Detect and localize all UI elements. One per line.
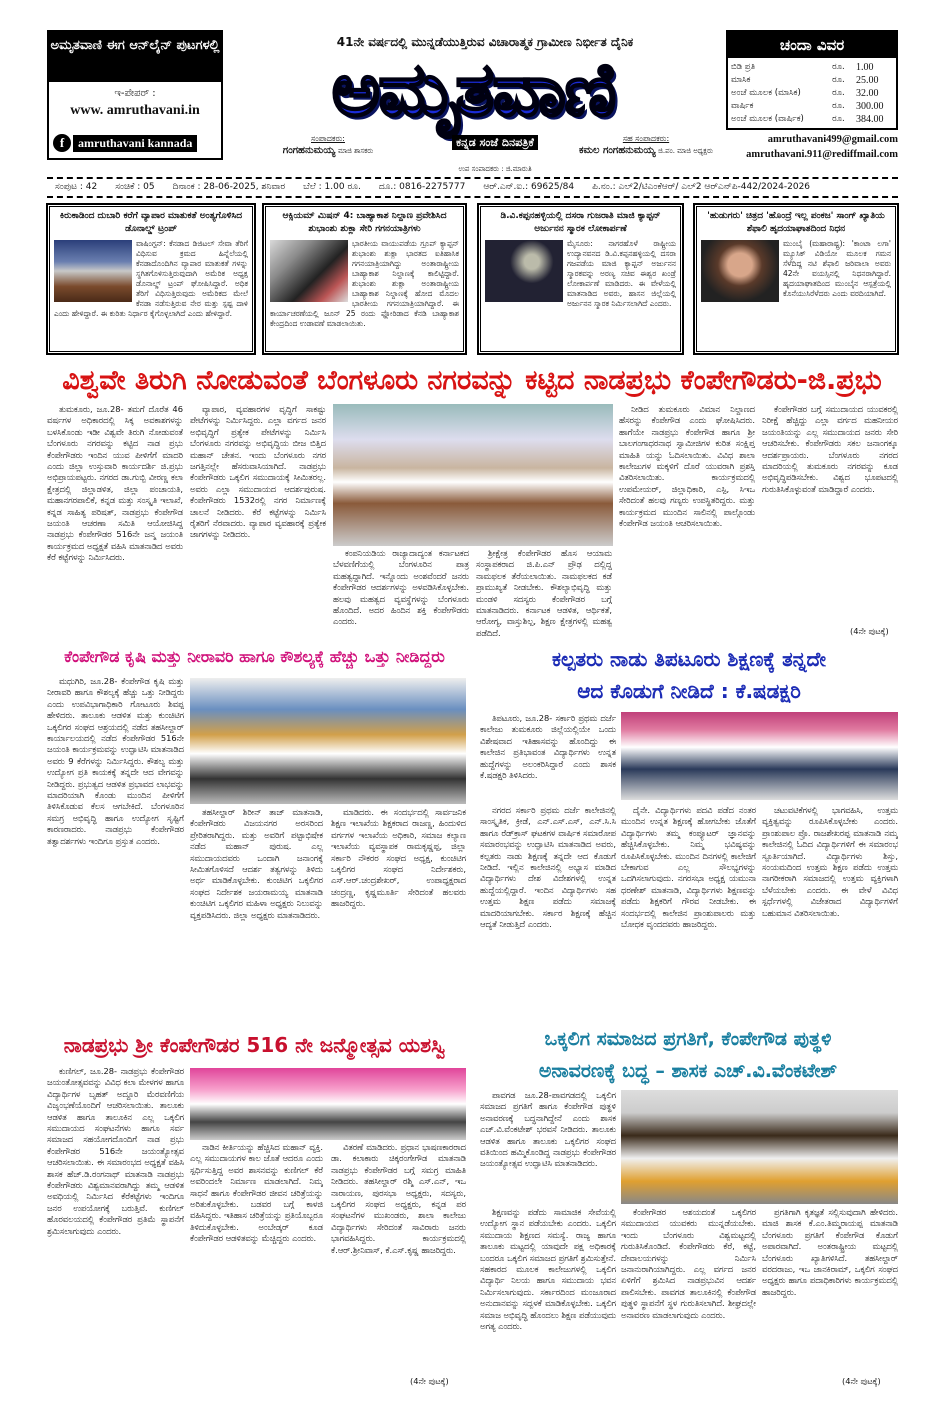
rate-label: ಅಂಚೆ ಮೂಲಕ (ವಾರ್ಷಿಕ) [731,114,804,124]
lead-column: ವ್ಯಾಪಾರ, ವ್ಯವಹಾರಗಳ ವೃದ್ಧಿಗೆ ಸಾಕಷ್ಟು ಪೇಟೆಗಳನ್ನು ನಿರ್ಮಿಸಿದ್ದರು. ಎಲ್ಲಾ ವರ್ಗದ ಜನರ ಅಭಿವೃದ್ಧಿಗೆ ಪ್ರತ್ಯೇಕ ಪೇಟೆಗಳನ್ನು ನಿರ್ಮಿಸಿ ಬೆಂಗಳೂರು ನಗರವನ್ನು ಅಭಿವೃದ್ಧಿಯ ಬೀಜ ಬಿತ್ತಿದ ಮಹಾನ್ ಚೇತನ. ಇಂದು ಬೆಂಗಳೂರು ನಗರ ಜಗತ್ತಿನಲ್ಲೇ ಹೆಸರುವಾಸಿಯಾಗಿದೆ. ನಾಡಪ್ರಭು ಕೆಂಪೇಗೌಡರು ಒಕ್ಕಲಿಗ ಸಮುದಾಯಕ್ಕೆ ಸೀಮಿತರಲ್ಲ. ಅವರು ಎಲ್ಲಾ ಸಮುದಾಯದ ಆದರ್ಶಪುರುಷ. ಕೆಂಪೇಗೌಡರು 1532ರಲ್ಲಿ ನಗರ ನಿರ್ಮಾಣಕ್ಕೆ ಚಾಲನೆ ನೀಡಿದರು. ಕೆರೆ ಕಟ್ಟೆಗಳನ್ನು ನಿರ್ಮಿಸಿ ರೈತರಿಗೆ ನೆರವಾದರು. ವ್ಯಾಪಾರ ವ್ಯವಹಾರಕ್ಕೆ ಪ್ರತ್ಯೇಕ ಜಾಗಗಳನ್ನು ನೀಡಿದರು. [190,404,326,540]
epaper-label: ಇ-ಪೇಪರ್ : [114,88,156,99]
top-story-text: ಮುಂಬೈ (ಮಹಾರಾಷ್ಟ್ರ): 'ಕಾಂಟಾ ಲಗಾ' ಮ್ಯೂಸಿಕ್ ವಿಡಿಯೋ ಮೂಲಕ ಗಮನ ಸೆಳೆದಿದ್ದ ನಟಿ ಶೆಫಾಲಿ ಜರಿವಾಲಾ ಅವರು 42ನೇ ವಯಸ್ಸಿನಲ್ಲಿ ನಿಧನರಾಗಿದ್ದಾರೆ. ಹೃದಯಾಘಾತದಿಂದ ಮುಂಬೈನ ಆಸ್ಪತ್ರೆಯಲ್ಲಿ ಕೊನೆಯುಸಿರೆಳೆದರು ಎಂದು ವರದಿಯಾಗಿದೆ. [783,239,891,298]
lead-column: ನೀಡಿದ ತುಮಕೂರು ವಿಮಾನ ನಿಲ್ದಾಣದ ಹೆಸರನ್ನು ಕೆಂಪೇಗೌಡ ಎಂದು ಘೋಷಿಸಿದರು. ಹಾಗೆಯೇ ನಾಡಪ್ರಭು ಕೆಂಪೇಗೌಡ ಹಾಗೂ ಶ್ರೀ ಬಾಲಗಂಗಾಧರನಾಥ ಸ್ವಾಮೀಜಿಗಳ ಕುರಿತ ಸಂಕ್ಷಿಪ್ತ ಮಾಹಿತಿ ಯನ್ನು ಓದಿಸಲಾಯಿತು. ವಿವಿಧ ಶಾಲಾ ಕಾಲೇಜುಗಳ ಮಕ್ಕಳಿಗೆ ದೊರೆ ಯುವರಾಗಿ ಪ್ರಶಸ್ತಿ ವಿತರಿಸಲಾಯಿತು. ಕಾರ್ಯಕ್ರಮದಲ್ಲಿ ಉಪಮೇಯರ್, ಜಿಲ್ಲಾಧಿಕಾರಿ, ಎಸ್ಪಿ, ಸಿಇಒ ಸೇರಿದಂತೆ ಹಲವು ಗಣ್ಯರು ಉಪಸ್ಥಿತರಿದ್ದರು. ಮತ್ತು ಕಾರ್ಯಕ್ರಮದ ಮುಂದಿನ ಸಾಲಿನಲ್ಲಿ ಪಾಲ್ಗೊಂಡು ಕೆಂಪೇಗೌಡ ಜಯಂತಿ ಆಚರಿಸಲಾಯಿತು. [619,404,755,529]
subscription-row [728,113,896,126]
lead-column: ಶ್ರೀಕ್ಷೇತ್ರ ಕೆಂಪೇಗೌಡರ ಹೊಸ ಆಯಾಮ ಸಂಸ್ಥಾಪಕರಾದ ಜಿ.ಪಿ.ಎನ್ ಪ್ರೌಢ ದಲ್ಲಿದ್ದ ನಾಮಫಲಕ ತೆರೆಯಲಾಯಿತು. ನಾಮಫಲಕದ ಕಡೆ ಪ್ರಾಮುಖ್ಯತೆ ನೀಡಬೇಕು. ಕೌಶಲ್ಯಾಭಿವೃದ್ಧಿ ಮತ್ತು ಮಂಡಳಿ ಸದಸ್ಯರು ಕೆಂಪೇಗೌಡರ ಬಗ್ಗೆ ಮಾತನಾಡಿದರು. ಕರ್ನಾಟಕ ಆಡಳಿತ, ಆರ್ಥಿಕತೆ, ಆರೋಗ್ಯ, ವಾಸ್ತುಶಿಲ್ಪ, ಶಿಕ್ಷಣ ಕ್ಷೇತ್ರಗಳಲ್ಲಿ ಮಹತ್ವ ಪಡೆದಿದೆ. [476,548,612,638]
facebook-handle: amruthavani kannada [73,135,197,152]
issue-info-bar [55,181,898,193]
email-1[interactable]: amruthavani499@gmail.com [767,134,898,145]
top-story-photo [54,240,132,302]
rate-currency: ರೂ. [832,88,845,98]
editor-label: ಸಂಪಾದಕರು: [311,134,345,143]
story4-column: ವಿತರಣೆ ಮಾಡಿದರು. ಪ್ರಧಾನ ಭಾಷಣಕಾರರಾದ ಡಾ. ಕಲಾಕಾರು ಚಿಕ್ಕರಂಗೇಗೌಡ ಮಾತನಾಡಿ ನಾಡಪ್ರಭು ಕೆಂಪೇಗೌಡರ ಬಗ್ಗೆ ಸಮಗ್ರ ಮಾಹಿತಿ ನೀಡಿದರು. ತಹಸೀಲ್ದಾರ್ ರಶ್ಮಿ ಎಸ್.ಎನ್, ಇಒ ನಾರಾಯಣ, ಪುರಸಭಾ ಅಧ್ಯಕ್ಷರು, ಸದಸ್ಯರು, ಒಕ್ಕಲಿಗರ ಸಂಘದ ಅಧ್ಯಕ್ಷರು, ಕನ್ನಡ ಪರ ಸಂಘಟನೆಗಳ ಮುಖಂಡರು, ಶಾಲಾ ಕಾಲೇಜು ವಿದ್ಯಾರ್ಥಿಗಳು ಸೇರಿದಂತೆ ಸಾವಿರಾರು ಜನರು ಭಾಗವಹಿಸಿದ್ದರು. ಕಾರ್ಯಕ್ರಮದಲ್ಲಿ ಕೆ.ಆರ್.ಶ್ರೀನಿವಾಸ್, ಕೆ.ಎಸ್.ಕೃಷ್ಣ ಹಾಜರಿದ್ದರು. [331,1142,466,1255]
lead-photo [333,404,613,546]
rate-amount: 1.00 [856,62,874,73]
top-story-text: ಭಾರತೀಯ ವಾಯುಪಡೆಯ ಗ್ರೂಪ್ ಕ್ಯಾಪ್ಟನ್ ಶುಭಾಂಶು ಶುಕ್ಲಾ ಭಾರತದ ಐತಿಹಾಸಿಕ ಗಗನಯಾತ್ರಿಯಾಗಿದ್ದು ಅಂತಾರಾಷ್ಟ್ರೀಯ ಬಾಹ್ಯಾಕಾಶ ನಿಲ್ದಾಣಕ್ಕೆ ಕಾಲಿಟ್ಟಿದ್ದಾರೆ. ಶುಭಾಂಶು ಶುಕ್ಲಾ ಅಂತಾರಾಷ್ಟ್ರೀಯ ಬಾಹ್ಯಾಕಾಶ ನಿಲ್ದಾಣಕ್ಕೆ ಹೋದ ಮೊದಲ ಭಾರತೀಯ ಗಗನಯಾತ್ರಿಯಾಗಿದ್ದಾರೆ. ಈ ಕಾರ್ಯಾಚರಣೆಯಲ್ಲಿ ಜೂನ್ 25 ರಂದು ಫ್ಲೋರಿಡಾದ ಕೆನಡಿ ಬಾಹ್ಯಾಕಾಶ ಕೇಂದ್ರದಿಂದ ಉಡಾವಣೆ ಮಾಡಲಾಯಿತು. [270,239,459,328]
rate-currency: ರೂ. [832,75,845,85]
divider [47,196,898,198]
subscription-box [726,30,898,130]
top-story-photo [701,240,779,302]
continued-note: (4ನೇ ಪುಟಕ್ಕೆ) [842,1376,881,1386]
story2-column: ತಹಸೀಲ್ದಾರ್ ಶಿರೀನ್ ತಾಜ್ ಮಾತನಾಡಿ, ಕೆಂಪೇಗೌಡರು ವಿಜಯನಗರ ಅರಸರಿಂದ ಪ್ರೇರಿತರಾಗಿದ್ದರು. ಮತ್ತು ಅವರಿಗೆ ಪಟ್ಟಾಭಿಷೇಕ ನಡೆದ ಮಹಾನ್ ಪುರುಷ. ಎಲ್ಲ ಸಮುದಾಯದವರು ಒಂದಾಗಿ ಜನಾಂಗಕ್ಕೆ ಸೀಮಿತಗೊಳಿಸದೆ ಆದರ್ಶ ತತ್ವಗಳನ್ನು ತಿಳಿದು ಅರ್ಥ ಮಾಡಿಕೊಳ್ಳಬೇಕು. ಕುಂಚಿಟಿಗ ಒಕ್ಕಲಿಗರ ಸಂಘದ ನಿರ್ದೇಶಕ ಜಯರಾಮಯ್ಯ ಮಾತನಾಡಿ ಕುಂಚಿಟಿಗ ಒಕ್ಕಲಿಗರ ಮಹಿಳಾ ಅಧ್ಯಕ್ಷರು ನಿಲುವನ್ನು ವ್ಯಕ್ತಪಡಿಸಿದರು. ಜಿಲ್ಲಾ ಅಧ್ಯಕ್ಷರು ಮಾತನಾಡಿದರು. [190,807,323,920]
paper-subtitle-wrap [424,134,566,150]
continued-note: (4ನೇ ಪುಟಕ್ಕೆ) [410,1376,449,1386]
lead-column: ಕಂಪನಿಯಡಿಯ ರಾಜ್ಯಾದಾದ್ಯಂತ ಕರ್ನಾಟಕದ ಬೆಳವಣಿಗೆಯಲ್ಲಿ ಬೆಂಗಳೂರಿನ ಪಾತ್ರ ಮಹತ್ವದ್ದಾಗಿದೆ. ಇನ್ನೊಂದು ಅಂಶವೆಂದರೆ ಜನರು ಕೆಂಪೇಗೌಡರ ಆದರ್ಶಗಳನ್ನು ಅಳವಡಿಸಿಕೊಳ್ಳಬೇಕು. ಹಲವು ಮಹತ್ವದ ವ್ಯವಸ್ಥೆಗಳನ್ನು ಬೆಂಗಳೂರು ಹೊಂದಿದೆ. ಅದರ ಹಿಂದಿನ ಶಕ್ತಿ ಕೆಂಪೇಗೌಡರು ಎಂದರು. [333,548,469,627]
story5-column: ಪ್ರಗತಿಗಾಗಿ ಕೃತಜ್ಞತೆ ಸಲ್ಲಿಸುವುದಾಗಿ ಹೇಳಿದರು. ಮಾಜಿ ಶಾಸಕ ಕೆ.ಎಂ.ತಿಮ್ಮರಾಯಪ್ಪ ಮಾತನಾಡಿ ಬೆಂಗಳೂರು ಪ್ರಗತಿಗೆ ಕೆಂಪೇಗೌಡ ಕೊಡುಗೆ ಅಪಾರವಾಗಿದೆ. ಅಂತರಾಷ್ಟ್ರೀಯ ಮಟ್ಟದಲ್ಲಿ ಬೆಂಗಳೂರು ಖ್ಯಾತಿಗಳಿಸಿದೆ. ತಹಸೀಲ್ದಾರ್ ವರದರಾಜು, ಇಒ ಜಾನಕಿರಾಮ್, ಒಕ್ಕಲಿಗ ಸಂಘದ ಅಧ್ಯಕ್ಷರು ಹಾಗೂ ಪದಾಧಿಕಾರಿಗಳು ಕಾರ್ಯಕ್ರಮದಲ್ಲಿ ಹಾಜರಿದ್ದರು. [762,1207,898,1297]
rate-label: ವಾರ್ಷಿಕ [731,101,754,111]
rate-amount: 300.00 [856,101,884,112]
top-story-box[interactable] [47,204,255,354]
story5-photo [621,1090,898,1204]
issue-number: ಸಂಚಿಕೆ : 05 [115,182,155,192]
top-story-box[interactable] [694,204,898,354]
facebook-icon: f [53,134,71,152]
masthead-logo: ಅಮೃತವಾಣಿ [331,47,615,133]
top-story-photo [485,240,563,302]
story3-headline-line2: ಆದ ಕೊಡುಗೆ ನೀಡಿದೆ : ಕೆ.ಷಡಕ್ಷರಿ [577,679,801,703]
top-story-box[interactable] [263,204,466,354]
continued-note: (4ನೇ ಪುಟಕ್ಕೆ) [850,626,889,636]
story2-photo [190,678,466,804]
deputy-editor: ಉಪ ಸಂಪಾದಕರು : ಜಿ.ಮಾರುತಿ [458,165,532,173]
story5-headline-line1: ಒಕ್ಕಲಿಗ ಸಮಾಜದ ಪ್ರಗತಿಗೆ, ಕೆಂಪೇಗೌಡ ಪುತ್ಥಳಿ [544,1028,832,1050]
editor-credit [236,133,420,157]
subscription-row [728,74,896,87]
top-story-title: ಕಿರುಕಾಡಿಂದ ದುಬಾರಿ ಕರೆಗೆ ವ್ಯಾಪಾರ ಮಾತುಕತೆ ಅಂತ್ಯಗೊಳಿಸಿದ ಡೊನಾಲ್ಡ್ ಟ್ರಂಪ್ [59,211,243,234]
top-story-text: ಮೈಸೂರು: ನಾಗರಹೊಳೆ ರಾಷ್ಟ್ರೀಯ ಉದ್ಯಾನವನದ ಡಿ.ವಿ.ಕಪ್ಪನಹಳ್ಳಿಯಲ್ಲಿ ದಸರಾ ಗಜಪಡೆಯ ಮಾಜಿ ಕ್ಯಾಪ್ಟನ್ ಅರ್ಜುನನ ಸ್ಮಾರಕವನ್ನು ಅರಣ್ಯ ಸಚಿವ ಈಶ್ವರ ಖಂಡ್ರೆ ಲೋಕಾರ್ಪಣೆ ಮಾಡಿದರು. ಈ ವೇಳೆಯಲ್ಲಿ ಮಾತನಾಡಿದ ಅವರು, ಹಾಸನ ಜಿಲ್ಲೆಯಲ್ಲಿ ಅರ್ಜುನನ ಸ್ಮಾರಕ ನಿರ್ಮಿಸಲಾಗಿದೆ ಎಂದರು. [567,239,676,308]
story2-column: ಮಾಡಿದರು. ಈ ಸಂದರ್ಭದಲ್ಲಿ ಸಾರ್ವಜನಿಕ ಶಿಕ್ಷಣ ಇಲಾಖೆಯ ಶಿಕ್ಷಕರಾದ ರಾಜಣ್ಣ, ಹಿಂದುಳಿದ ವರ್ಗಗಳ ಇಲಾಖೆಯ ಅಧಿಕಾರಿ, ಸಮಾಜ ಕಲ್ಯಾಣ ಇಲಾಖೆಯ ವ್ಯವಸ್ಥಾಪಕ ರಾಮಕೃಷ್ಣಪ್ಪ, ಜಿಲ್ಲಾ ಸರ್ಕಾರಿ ನೌಕರರ ಸಂಘದ ಅಧ್ಯಕ್ಷ, ಕುಂಚಿಟಿಗ ಒಕ್ಕಲಿಗರ ಸಂಘದ ನಿರ್ದೇಶಕರು, ಎಸ್.ಆರ್.ಚಂದ್ರಶೇಖರ್, ಉಪಾಧ್ಯಕ್ಷರಾದ ಚಂದ್ರಣ್ಣ, ಕೃಷ್ಣಮೂರ್ತಿ ಸೇರಿದಂತೆ ಹಲವರು ಹಾಜರಿದ್ದರು. [331,807,466,909]
price: ಬೆಲೆ : 1.00 ರೂ. [303,182,361,192]
story5-headline-line2: ಅನಾವರಣಕ್ಕೆ ಬದ್ಧ – ಶಾಸಕ ಎಚ್.ವಿ.ವೆಂಕಟೇಶ್ [538,1060,838,1082]
rate-label: ಬಿಡಿ ಪ್ರತಿ [731,62,756,72]
co-editor-note: ಜಿ.ಪಂ. ಮಾಜಿ ಅಧ್ಯಕ್ಷರು [658,147,714,155]
story3-photo [621,712,898,800]
online-edition-title: ಅಮೃತವಾಣಿ ಈಗ ಆನ್‌ಲೈನ್ ಪುಟಗಳಲ್ಲಿ [49,32,221,82]
story3-column: ಚಟುವಟಿಕೆಗಳಲ್ಲಿ ಭಾಗವಹಿಸಿ, ಉತ್ತಮ ವ್ಯಕ್ತಿತ್ವವನ್ನು ರೂಪಿಸಿಕೊಳ್ಳಬೇಕು ಎಂದರು. ಪ್ರಾಂಶುಪಾಲ ಪ್ರೊ. ರಾಜಶೇಖರಪ್ಪ ಮಾತನಾಡಿ ನಮ್ಮ ಕಾಲೇಜಿನಲ್ಲಿ ಓದಿದ ವಿದ್ಯಾರ್ಥಿಗಳಿಗೆ ಈ ಸಮಾರಂಭ ಸ್ಪೂರ್ತಿಯಾಗಿದೆ. ವಿದ್ಯಾರ್ಥಿಗಳು ಶಿಸ್ತು, ಸಂಯಮದಿಂದ ಉತ್ತಮ ಶಿಕ್ಷಣ ಪಡೆದು ಉತ್ತಮ ನಾಗರೀಕರಾಗಿ ಸಮಾಜದಲ್ಲಿ ಉತ್ತಮ ವ್ಯಕ್ತಿಗಳಾಗಿ ಬೆಳೆಯಬೇಕು ಎಂದರು. ಈ ವೇಳೆ ವಿವಿಧ ಸ್ಪರ್ಧೆಗಳಲ್ಲಿ ವಿಜೇತರಾದ ವಿದ್ಯಾರ್ಥಿಗಳಿಗೆ ಬಹುಮಾನ ವಿತರಿಸಲಾಯಿತು. [762,805,898,918]
top-story-photo [270,240,348,302]
story4-column: ನಾಡಿನ ಕೀರ್ತಿಯನ್ನು ಹೆಚ್ಚಿಸಿದ ಮಹಾನ್ ವ್ಯಕ್ತಿ. ಎಲ್ಲ ಸಮುದಾಯಗಳ ಕಾಲ ಜೊತೆ ಆದರೂ ಎಂದು ಸ್ಪರ್ಧಿಸುತ್ತಿದ್ದ ಅವರ ಶಾಸನವನ್ನು ಕುಣಿಗಲ್ ಕೆರೆ ಅವರಿಂದಲೇ ನಿರ್ಮಾಣ ಮಾಡಲಾಗಿದೆ. ನಿಮ್ಮ ಸಾಧನೆ ಹಾಗೂ ಕೆಂಪೇಗೌಡರ ಜೀವನ ಚರಿತ್ರೆಯನ್ನು ಅರಿತುಕೊಳ್ಳಬೇಕು. ಬಡವರ ಬಗ್ಗೆ ಕಾಳಜಿ ವಹಿಸಿದ್ದರು. ಇತಿಹಾಸ ಚರಿತ್ರೆಯನ್ನು ಪ್ರತಿಯೊಬ್ಬರೂ ತಿಳಿದುಕೊಳ್ಳಬೇಕು. ಅಂಬೇಡ್ಕರ್ ಕೂಡ ಕೆಂಪೇಗೌಡರ ಆಡಳಿತವನ್ನು ಮೆಚ್ಚಿದ್ದರು ಎಂದರು. [190,1142,323,1244]
co-editor-name: ಕಮಲ ಗಂಗಹನುಮಯ್ಯ [578,145,656,156]
top-story-text: ವಾಷಿಂಗ್ಟನ್: ಕೆನಡಾದ ಡಿಜಿಟಲ್ ಸೇವಾ ತೆರಿಗೆ ವಿಧಿಸುವ ಕ್ರಮದ ಹಿನ್ನೆಲೆಯಲ್ಲಿ ಕೆನಡಾದೊಂದಿಗಿನ ವ್ಯಾಪಾರ ಮಾತುಕತೆ ಗಳನ್ನು ಸ್ಥಗಿತಗೊಳಿಸುತ್ತಿರುವುದಾಗಿ ಅಮೆರಿಕ ಅಧ್ಯಕ್ಷ ಡೊನಾಲ್ಡ್ ಟ್ರಂಪ್ ಘೋಷಿಸಿದ್ದಾರೆ. ಅಧಿಕ ತೆರಿಗೆ ವಿಧಿಸುತ್ತಿರುವುದು ಅಮೆರಿಕದ ಮೇಲೆ ಕೆನಡಾ ನಡೆಸುತ್ತಿರುವ ನೇರ ಮತ್ತು ಸ್ಪಷ್ಟ ದಾಳಿ ಎಂದು ಹೇಳಿದ್ದಾರೆ. ಈ ಕುರಿತು ನಿರ್ಧಾರ ಕೈಗೊಳ್ಳಲಾಗಿದೆ ಎಂದು ಹೇಳಿದ್ದಾರೆ. [54,239,248,318]
rate-label: ಮಾಸಿಕ [731,75,751,85]
rate-amount: 25.00 [856,75,879,86]
subscription-row [728,87,896,100]
top-story-title: ಆಕ್ಸಿಯಮ್ ಮಿಷನ್ 4: ಬಾಹ್ಯಾಕಾಶ ನಿಲ್ದಾಣ ಪ್ರವೇಶಿಸಿದ ಶುಭಾಂಶು ಶುಕ್ಲಾ ಸೇರಿ ಗಗನಯಾತ್ರಿಗಳು [282,211,447,234]
story4-photo [190,1068,466,1140]
story4-headline: ನಾಡಪ್ರಭು ಶ್ರೀ ಕೆಂಪೇಗೌಡರ 516 ನೇ ಜನ್ಮೋತ್ಸವ ಯಶಸ್ವಿ [63,1033,446,1057]
top-story-box[interactable] [478,204,683,354]
co-editor-label: ಸಹ ಸಂಪಾದಕರು: [622,134,670,143]
email-2[interactable]: amruthavani.911@rediffmail.com [746,149,898,160]
tagline: 41ನೇ ವರ್ಷದಲ್ಲಿ ಮುನ್ನಡೆಯುತ್ತಿರುವ ವಿಚಾರಾತ್ಮಕ ಗ್ರಾಮೀಣ ನಿರ್ಭೀತ ದೈನಿಕ [336,35,634,49]
story3-column: ತಿಪಟೂರು, ಜೂ.28- ಸರ್ಕಾರಿ ಪ್ರಥಮ ದರ್ಜೆ ಕಾಲೇಜು ತುಮಕೂರು ಜಿಲ್ಲೆಯಲ್ಲಿಯೇ ಒಂದು ವಿಶೇಷವಾದ ಇತಿಹಾಸವನ್ನು ಹೊಂದಿದ್ದು ಈ ಕಾಲೇಜಿನ ಪ್ರತಿಭಾವಂತ ವಿದ್ಯಾರ್ಥಿಗಳು ಉನ್ನತ ಹುದ್ದೆಗಳನ್ನು ಅಲಂಕರಿಸಿದ್ದಾರೆ ಎಂದು ಶಾಸಕ ಕೆ.ಷಡಕ್ಷರಿ ತಿಳಿಸಿದರು. [480,713,616,781]
story2-column: ಮಧುಗಿರಿ, ಜೂ.28- ಕೆಂಪೇಗೌಡ ಕೃಷಿ ಮತ್ತು ನೀರಾವರಿ ಹಾಗೂ ಕೌಶಲ್ಯಕ್ಕೆ ಹೆಚ್ಚು ಒತ್ತು ನೀಡಿದ್ದರು ಎಂದು ಉಪವಿಭಾಗಾಧಿಕಾರಿ ಗೋಟೂರು ಶಿವಪ್ಪ ಹೇಳಿದರು. ತಾಲೂಕು ಆಡಳಿತ ಮತ್ತು ಕುಂಚಿಟಿಗ ಒಕ್ಕಲಿಗರ ಸಂಘದ ಆಶ್ರಯದಲ್ಲಿ ನಡೆದ ತಹಸೀಲ್ದಾರ್ ಕಾರ್ಯಾಲಯದಲ್ಲಿ ನಡೆದ ಕೆಂಪೇಗೌಡರ 516ನೇ ಜಯಂತಿ ಕಾರ್ಯಕ್ರಮವನ್ನು ಉದ್ಘಾಟಿಸಿ ಮಾತನಾಡಿದ ಅವರು 9 ಕೆರೆಗಳನ್ನು ನಿರ್ಮಿಸಿದ್ದರು. ಕೌಶಲ್ಯ ಮತ್ತು ಉದ್ಯೋಗ ಪ್ರತಿ ಕಾಯಕಕ್ಕೆ ತನ್ನದೇ ಆದ ವೇಗವನ್ನು ನೀಡಿದ್ದರು. ಪ್ರಭುತ್ವದ ಆಡಳಿತ ಪ್ರಭಾವದ ಲಾಭವನ್ನು ಮಾದರಿಯಾಗಿ ಕೊಂಡು ಮುಂದಿನ ಪೀಳಿಗೆಗೆ ತಿಳಿಸಿಕೊಡುವ ಕೆಲಸ ಆಗಬೇಕಿದೆ. ಬೆಂಗಳೂರಿನ ಸಮಗ್ರ ಅಭಿವೃದ್ಧಿ ಹಾಗೂ ಉದ್ಯೋಗ ಸೃಷ್ಟಿಗೆ ಕಾರಣರಾದರು. ನಾಡಪ್ರಭು ಕೆಂಪೇಗೌಡರ ತತ್ವಾದರ್ಶಗಳು ಇಂದಿಗೂ ಪ್ರಸ್ತುತ ಎಂದರು. [47,676,184,846]
facebook-link[interactable] [53,134,197,152]
story5-column: ಶಿಕ್ಷಣವನ್ನು ಪಡೆದು ಸಾಮಾಜಿಕ ಸೇವೆಯಲ್ಲಿ ಉದ್ಯೋಗ ಸ್ಥಾನ ಪಡೆಯಬೇಕು ಎಂದರು. ಒಕ್ಕಲಿಗ ಸಮುದಾಯ ಶಿಕ್ಷಣದ ಸಮಸ್ಯೆ. ರಾಜ್ಯ ಹಾಗೂ ತಾಲೂಕು ಮಟ್ಟದಲ್ಲಿ ಯಾವುದೇ ಪಕ್ಷ ಅಧಿಕಾರಕ್ಕೆ ಬಂದರೂ ಒಕ್ಕಲಿಗ ಸಮಾಜದ ಪ್ರಗತಿಗೆ ಶ್ರಮಿಸುತ್ತೇನೆ. ಸಹಕಾರದ ಮೂಲಕ ಕಾಲೇಜುಗಳಲ್ಲಿ ಒಕ್ಕಲಿಗ ವಿದ್ಯಾರ್ಥಿ ನಿಲಯ ಹಾಗೂ ಸಮುದಾಯ ಭವನ ನಿರ್ಮಿಸಲಾಗುವುದು. ಸರ್ಕಾರದಿಂದ ಮಂಜೂರಾದ ಅನುದಾನವನ್ನು ಸದ್ಬಳಕೆ ಮಾಡಿಕೊಳ್ಳಬೇಕು. ಒಕ್ಕಲಿಗ ಸಮಾಜ ಅಭಿವೃದ್ಧಿ ಹೊಂದಲು ಶಿಕ್ಷಣ ಪಡೆಯುವುದು ಅಗತ್ಯ ಎಂದರು. [480,1207,616,1332]
rate-currency: ರೂ. [832,101,845,111]
divider [47,177,898,179]
lead-headline: ವಿಶ್ವವೇ ತಿರುಗಿ ನೋಡುವಂತೆ ಬೆಂಗಳೂರು ನಗರವನ್ನು ಕಟ್ಟಿದ ನಾಡಪ್ರಭು ಕೆಂಪೇಗೌಡರು-ಜಿ.ಪ್ರಭು [62,365,882,396]
rni-number: ಆರ್.ಎನ್.ಐ.: 69625/84 [483,182,575,192]
story5-column: ಪಾವಗಡ ಜೂ.28-ಪಾವಗಡದಲ್ಲಿ ಒಕ್ಕಲಿಗ ಸಮಾಜದ ಪ್ರಗತಿಗೆ ಹಾಗೂ ಕೆಂಪೇಗೌಡ ಪುತ್ಥಳಿ ಅನಾವರಣಕ್ಕೆ ಬದ್ಧನಾಗಿದ್ದೇನೆ ಎಂದು ಶಾಸಕ ಎಚ್.ವಿ.ವೆಂಕಟೇಶ್ ಭರವಸೆ ನೀಡಿದರು. ತಾಲೂಕು ಆಡಳಿತ ಹಾಗೂ ತಾಲೂಕು ಒಕ್ಕಲಿಗರ ಸಂಘದ ವತಿಯಿಂದ ಹಮ್ಮಿಕೊಂಡಿದ್ದ ನಾಡಪ್ರಭು ಕೆಂಪೇಗೌಡರ ಜಯಂತ್ಯೋತ್ಸವ ಉದ್ಘಾಟಿಸಿ ಮಾತನಾಡಿದರು. [480,1090,616,1169]
rate-amount: 32.00 [856,88,879,99]
story3-headline-line1: ಕಲ್ಪತರು ನಾಡು ತಿಪಟೂರು ಶಿಕ್ಷಣಕ್ಕೆ ತನ್ನದೇ [552,647,826,671]
lead-column: ಕೆಂಪೇಗೌಡರ ಬಗ್ಗೆ ಸಮುದಾಯದ ಯುವಕರಲ್ಲಿ ನಿರೀಕ್ಷೆ ಹೆಚ್ಚಿದ್ದು ಎಲ್ಲಾ ವರ್ಗದ ಮಹನೀಯರ ಜಯಂತಿಯನ್ನು ಎಲ್ಲ ಸಮುದಾಯದ ಜನರು ಸೇರಿ ಆಚರಿಸಬೇಕು. ಕೆಂಪೇಗೌಡರು ಸಕಲ ಜನಾಂಗಕ್ಕೂ ಆದರ್ಶಪ್ರಾಯರು. ಬೆಂಗಳೂರು ನಗರದ ಮಾದರಿಯಲ್ಲಿ ತುಮಕೂರು ನಗರವನ್ನು ಕೂಡ ಅಭಿವೃದ್ಧಿಪಡಿಸಬೇಕು. ವಿಶ್ವದ ಭೂಪಟದಲ್ಲಿ ಗುರುತಿಸಿಕೊಳ್ಳುವಂತೆ ಮಾಡಿದ್ದಾರೆ ಎಂದರು. [762,404,898,494]
subscription-table [728,61,896,126]
top-story-title: 'ಹುಡುಗರು' ಚಿತ್ರದ 'ಹೊಂದ್ರೆ ಇಲ್ಲ ಪಂಕಜ' ಸಾಂಗ್ ಖ್ಯಾತಿಯ ಶೆಫಾಲಿ ಹೃದಯಾಘಾತದಿಂದ ನಿಧನ [707,211,885,234]
editor-name: ಗಂಗಹನುಮಯ್ಯ [282,145,336,156]
story3-column: ದೈನೇ. ವಿದ್ಯಾರ್ಥಿಗಳು ಪದವಿ ಪಡೆದ ನಂತರ ಮುಂದಿನ ಉನ್ನತ ಶಿಕ್ಷಣಕ್ಕೆ ಹೋಗಬೇಕು ಜೊತೆಗೆ ವಿದ್ಯಾರ್ಥಿಗಳು ತಮ್ಮ ಕಂಪ್ಯೂಟರ್ ಜ್ಞಾನವನ್ನು ಹೆಚ್ಚಿಸಿಕೊಳ್ಳಬೇಕು. ನಿಮ್ಮ ಭವಿಷ್ಯವನ್ನು ರೂಪಿಸಿಕೊಳ್ಳಬೇಕು. ಮುಂದಿನ ದಿನಗಳಲ್ಲಿ ಕಾಲೇಜಿಗೆ ಬೇಕಾಗುವ ಎಲ್ಲ ಸೌಲಭ್ಯಗಳನ್ನು ಒದಗಿಸಲಾಗುವುದು. ನಗರಸಭಾ ಅಧ್ಯಕ್ಷ ಯಮುನಾ ಧರಣೇಶ್ ಮಾತನಾಡಿ, ವಿದ್ಯಾರ್ಥಿಗಳು ಶಿಕ್ಷಣವನ್ನು ಪಡೆದು ಶಿಕ್ಷಕರಿಗೆ ಗೌರವ ನೀಡಬೇಕು. ಈ ಸಂದರ್ಭದಲ್ಲಿ ಕಾಲೇಜಿನ ಪ್ರಾಂಶುಪಾಲರು ಮತ್ತು ಬೋಧಕ ವೃಂದದವರು ಹಾಜರಿದ್ದರು. [621,805,756,930]
co-editor-credit [570,133,722,157]
postal-registration: ಪಿ.ನಂ.: ಎಲ್2/ಟಿಎಂಕೆಆರ್/ ಎಲ್2 ಆರ್‌ಎನ್‌ಪಿ-442/2024-2026 [592,182,811,192]
subscription-row [728,61,896,74]
subscription-title: ಚಂದಾ ವಿವರ [728,32,896,58]
phone: ದೂ.: 0816-2275777 [378,182,466,192]
rate-label: ಅಂಚೆ ಮೂಲಕ (ಮಾಸಿಕ) [731,88,801,98]
website-link[interactable]: www. amruthavani.in [70,103,200,118]
online-edition-box [47,30,223,160]
lead-column: ತುಮಕೂರು, ಜೂ.28- ತಮಗೆ ದೊರೆತ 46 ವರ್ಷಗಳ ಅಧಿಕಾರದಲ್ಲಿ ಸಿಕ್ಕ ಅವಕಾಶಗಳನ್ನು ಬಳಸಿಕೊಂಡು ಇಡೀ ವಿಶ್ವವೇ ತಿರುಗಿ ನೋಡುವಂತೆ ಬೆಂಗಳೂರು ನಗರವನ್ನು ಕಟ್ಟಿದ ನಾಡ ಪ್ರಭು ಕೆಂಪೇಗೌಡರು ಇಂದಿನ ಯುವ ಪೀಳಿಗೆಗೆ ಮಾದರಿ ಎಂದು ಜಿಲ್ಲಾ ಉಸ್ತುವಾರಿ ಕಾರ್ಯದರ್ಶಿ ಜಿ.ಪ್ರಭು ಅಭಿಪ್ರಾಯಪಟ್ಟರು. ನಗರದ ಡಾ.ಗುಬ್ಬಿ ವೀರಣ್ಣ ಕಲಾ ಕ್ಷೇತ್ರದಲ್ಲಿ ಜಿಲ್ಲಾಡಳಿತ, ಜಿಲ್ಲಾ ಪಂಚಾಯತಿ, ಮಹಾನಗರಪಾಲಿಕೆ, ಕನ್ನಡ ಮತ್ತು ಸಂಸ್ಕೃತಿ ಇಲಾಖೆ, ಕನ್ನಡ ಸಾಹಿತ್ಯ ಪರಿಷತ್, ನಾಡಪ್ರಭು ಕೆಂಪೇಗೌಡ ಜಯಂತಿ ಆಚರಣಾ ಸಮಿತಿ ಆಯೋಜಿಸಿದ್ದ ನಾಡಪ್ರಭು ಕೆಂಪೇಗೌಡರ 516ನೇ ಜನ್ಮ ಜಯಂತಿ ಕಾರ್ಯಕ್ರಮದ ಅಧ್ಯಕ್ಷತೆ ವಹಿಸಿ ಮಾತನಾಡಿದ ಅವರು ಕೆರೆ ಕಟ್ಟೆಗಳನ್ನು ನಿರ್ಮಿಸಿದರು. [47,404,183,563]
subscription-row [728,100,896,113]
top-story-title: ಡಿ.ವಿ.ಕಪ್ಪನಹಳ್ಳಿಯಲ್ಲಿ ದಸರಾ ಗುಜರಾತಿ ಮಾಜಿ ಕ್ಯಾಪ್ಟನ್ ಅರ್ಜುನನ ಸ್ಮಾರಕ ಲೋಕಾರ್ಪಣೆ [500,211,661,234]
date: ದಿನಾಂಕ : 28-06-2025, ಶನಿವಾರ [172,182,286,192]
story2-headline: ಕೆಂಪೇಗೌಡ ಕೃಷಿ ಮತ್ತು ನೀರಾವರಿ ಹಾಗೂ ಕೌಶಲ್ಯಕ್ಕೆ ಹೆಚ್ಚು ಒತ್ತು ನೀಡಿದ್ದರು [64,647,445,666]
story5-column: ಕೆಂಪೇಗೌಡರ ಆಶಯದಂತೆ ಒಕ್ಕಲಿಗರ ಸಮುದಾಯದ ಯುವಕರು ಮುನ್ನಡೆಯಬೇಕು. ಇಂದು ಬೆಂಗಳೂರು ವಿಶ್ವಮಟ್ಟದಲ್ಲಿ ಗುರುತಿಸಿಕೊಂಡಿದೆ. ಕೆಂಪೇಗೌಡರು ಕೆರೆ, ಕಟ್ಟೆ, ದೇವಾಲಯಗಳನ್ನು ನಿರ್ಮಿಸಿ ಜನಾನುರಾಗಿಯಾಗಿದ್ದರು. ಎಲ್ಲ ವರ್ಗದ ಜನರ ಏಳಿಗೆಗೆ ಶ್ರಮಿಸಿದ ನಾಡಪ್ರಭುವಿನ ಆದರ್ಶ ಪಾಲಿಸಬೇಕು. ಪಾವಗಡ ತಾಲೂಕಿನಲ್ಲಿ ಕೆಂಪೇಗೌಡ ಪುತ್ಥಳಿ ಸ್ಥಾಪನೆಗೆ ಸ್ಥಳ ಗುರುತಿಸಲಾಗಿದೆ. ಶೀಘ್ರದಲ್ಲೇ ಅನಾವರಣ ಮಾಡಲಾಗುವುದು ಎಂದರು. [621,1207,756,1320]
rate-currency: ರೂ. [832,114,845,124]
paper-subtitle: ಕನ್ನಡ ಸಂಜೆ ದಿನಪತ್ರಿಕೆ [452,135,538,150]
editor-note: ಮಾಜಿ ಶಾಸಕರು [338,147,374,155]
story4-column: ಕುಣಿಗಲ್, ಜೂ.28- ನಾಡಪ್ರಭು ಕೆಂಪೇಗೌಡರ ಜಯಂತೋತ್ಸವವನ್ನು ವಿವಿಧ ಕಲಾ ಮೇಳಗಳ ಹಾಗೂ ವಿದ್ಯಾರ್ಥಿಗಳ ಬೃಹತ್ ಅದ್ದೂರಿ ಮೆರವಣಿಗೆಯ ವಿಜೃಂಭಣೆಯೊಂದಿಗೆ ಆಚರಿಸಲಾಯಿತು. ತಾಲೂಕು ಆಡಳಿತ ಹಾಗೂ ತಾಲೂಕಿನ ಎಲ್ಲ ಒಕ್ಕಲಿಗ ಸಮುದಾಯದ ಸಂಘಟನೆಗಳು ಹಾಗೂ ಸರ್ವ ಸಮಾಜದ ಸಹಯೋಗದೊಂದಿಗೆ ನಾಡ ಪ್ರಭು ಕೆಂಪೇಗೌಡರ 516ನೇ ಜಯಂತ್ಯೋತ್ಸವ ಆಚರಿಸಲಾಯಿತು. ಈ ಸಮಾರಂಭದ ಅಧ್ಯಕ್ಷತೆ ವಹಿಸಿ ಶಾಸಕ ಹೆಚ್.ಡಿ.ರಂಗನಾಥ್ ಮಾತನಾಡಿ ನಾಡಪ್ರಭು ಕೆಂಪೇಗೌಡರು ವಿಶ್ವಮಾನವರಾಗಿದ್ದು ತಮ್ಮ ಆಡಳಿತ ಅವಧಿಯಲ್ಲಿ ನಿರ್ಮಿಸಿದ ಕೆರೆಕಟ್ಟೆಗಳು ಇಂದಿಗೂ ಜನರ ಉಪಯೋಗಕ್ಕೆ ಬರುತ್ತಿವೆ. ಕುಣಿಗಲ್ ಹೊರವಲಯದಲ್ಲಿ ಕೆಂಪೇಗೌಡರ ಪ್ರತಿಮೆ ಸ್ಥಾಪನೆಗೆ ಶ್ರಮಿಸಲಾಗುವುದು ಎಂದರು. [47,1066,184,1236]
story3-column: ನಗರದ ಸರ್ಕಾರಿ ಪ್ರಥಮ ದರ್ಜೆ ಕಾಲೇಜಿನಲ್ಲಿ ಸಾಂಸ್ಕೃತಿಕ, ಕ್ರೀಡೆ, ಎನ್.ಎಸ್.ಎಸ್, ಎನ್.ಸಿ.ಸಿ ಹಾಗೂ ರೆಡ್‌ಕ್ರಾಸ್ ಘಟಕಗಳ ವಾರ್ಷಿಕ ಸಮಾರೋಪ ಸಮಾರಂಭವನ್ನು ಉದ್ಘಾಟಿಸಿ ಮಾತನಾಡಿದ ಅವರು, ಕಲ್ಪತರು ನಾಡು ಶಿಕ್ಷಣಕ್ಕೆ ತನ್ನದೇ ಆದ ಕೊಡುಗೆ ನೀಡಿದೆ. ಇಲ್ಲಿನ ಕಾಲೇಜಿನಲ್ಲಿ ಅಭ್ಯಾಸ ಮಾಡಿದ ವಿದ್ಯಾರ್ಥಿಗಳು ದೇಶ ವಿದೇಶಗಳಲ್ಲಿ ಉನ್ನತ ಹುದ್ದೆಯಲ್ಲಿದ್ದಾರೆ. ಇಂದಿನ ವಿದ್ಯಾರ್ಥಿಗಳು ಸಹ ಉತ್ತಮ ಶಿಕ್ಷಣ ಪಡೆದು ಸಮಾಜಕ್ಕೆ ಮಾದರಿಯಾಗಬೇಕು. ಸರ್ಕಾರ ಶಿಕ್ಷಣಕ್ಕೆ ಹೆಚ್ಚಿನ ಆದ್ಯತೆ ನೀಡುತ್ತಿದೆ ಎಂದರು. [480,805,616,930]
volume: ಸಂಪುಟ : 42 [55,182,98,192]
rate-currency: ರೂ. [832,62,845,72]
rate-amount: 384.00 [856,114,884,125]
